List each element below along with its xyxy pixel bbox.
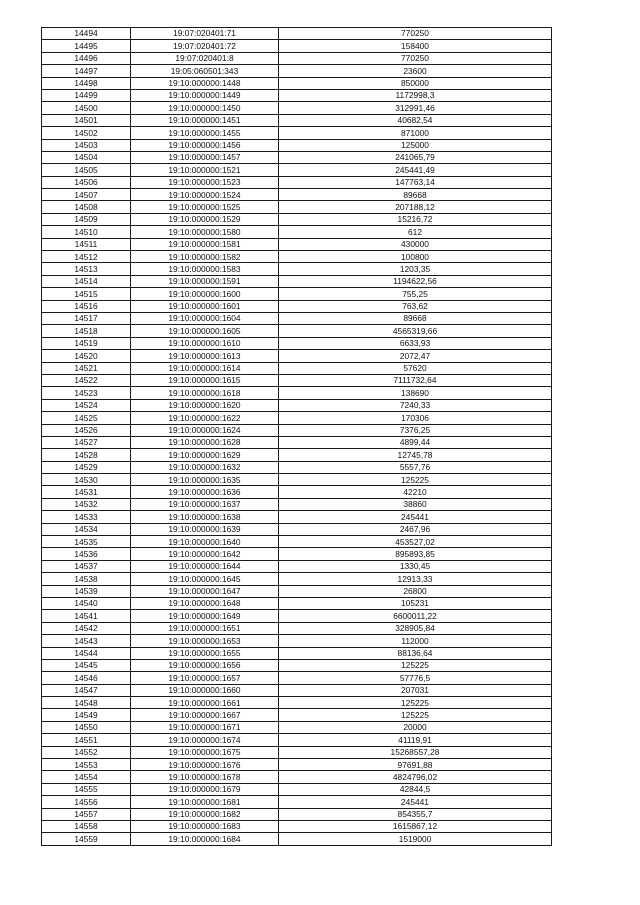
row-number-cell: 14507	[42, 189, 131, 201]
row-number-cell: 14555	[42, 783, 131, 795]
cadastral-number-cell: 19:10:000000:1529	[131, 213, 279, 225]
row-number-cell: 14531	[42, 486, 131, 498]
table-row	[42, 77, 552, 89]
cadastral-number-cell: 19:10:000000:1591	[131, 275, 279, 287]
value-cell: 770250	[279, 28, 552, 40]
cadastral-number-cell: 19:10:000000:1647	[131, 585, 279, 597]
cadastral-number-cell: 19:10:000000:1645	[131, 573, 279, 585]
value-cell: 871000	[279, 127, 552, 139]
row-number-cell: 14550	[42, 721, 131, 733]
cadastral-number-cell: 19:10:000000:1582	[131, 251, 279, 263]
row-number-cell: 14506	[42, 176, 131, 188]
value-cell: 125000	[279, 139, 552, 151]
data-table	[41, 27, 552, 846]
table-body	[42, 28, 552, 846]
row-number-cell: 14495	[42, 40, 131, 52]
value-cell: 57776,5	[279, 672, 552, 684]
row-number-cell: 14547	[42, 684, 131, 696]
table-row	[42, 412, 552, 424]
cadastral-number-cell: 19:10:000000:1618	[131, 387, 279, 399]
table-row	[42, 275, 552, 287]
row-number-cell: 14558	[42, 821, 131, 833]
cadastral-number-cell: 19:10:000000:1451	[131, 114, 279, 126]
table-row	[42, 523, 552, 535]
table-row	[42, 659, 552, 671]
document-page	[41, 27, 551, 846]
table-row	[42, 486, 552, 498]
table-row	[42, 350, 552, 362]
value-cell: 23600	[279, 65, 552, 77]
cadastral-number-cell: 19:10:000000:1581	[131, 238, 279, 250]
cadastral-number-cell: 19:10:000000:1678	[131, 771, 279, 783]
cadastral-number-cell: 19:10:000000:1635	[131, 474, 279, 486]
cadastral-number-cell: 19:10:000000:1642	[131, 548, 279, 560]
value-cell: 42844,5	[279, 783, 552, 795]
row-number-cell: 14537	[42, 560, 131, 572]
cadastral-number-cell: 19:10:000000:1521	[131, 164, 279, 176]
table-row	[42, 337, 552, 349]
value-cell: 12745,78	[279, 449, 552, 461]
value-cell: 89668	[279, 189, 552, 201]
table-row	[42, 548, 552, 560]
table-row	[42, 647, 552, 659]
cadastral-number-cell: 19:10:000000:1639	[131, 523, 279, 535]
table-row	[42, 783, 552, 795]
table-row	[42, 585, 552, 597]
table-row	[42, 387, 552, 399]
row-number-cell: 14511	[42, 238, 131, 250]
value-cell: 125225	[279, 474, 552, 486]
row-number-cell: 14543	[42, 635, 131, 647]
row-number-cell: 14556	[42, 796, 131, 808]
cadastral-number-cell: 19:10:000000:1628	[131, 436, 279, 448]
table-row	[42, 560, 552, 572]
cadastral-number-cell: 19:10:000000:1622	[131, 412, 279, 424]
cadastral-number-cell: 19:10:000000:1457	[131, 151, 279, 163]
cadastral-number-cell: 19:10:000000:1636	[131, 486, 279, 498]
cadastral-number-cell: 19:10:000000:1683	[131, 821, 279, 833]
cadastral-number-cell: 19:10:000000:1615	[131, 374, 279, 386]
value-cell: 4899,44	[279, 436, 552, 448]
value-cell: 854355,7	[279, 808, 552, 820]
value-cell: 2072,47	[279, 350, 552, 362]
value-cell: 7240,33	[279, 399, 552, 411]
table-row	[42, 263, 552, 275]
table-row	[42, 436, 552, 448]
row-number-cell: 14494	[42, 28, 131, 40]
row-number-cell: 14529	[42, 461, 131, 473]
value-cell: 2467,96	[279, 523, 552, 535]
value-cell: 328905,84	[279, 622, 552, 634]
row-number-cell: 14536	[42, 548, 131, 560]
row-number-cell: 14549	[42, 709, 131, 721]
row-number-cell: 14527	[42, 436, 131, 448]
value-cell: 245441	[279, 511, 552, 523]
table-row	[42, 374, 552, 386]
table-row	[42, 833, 552, 845]
table-row	[42, 213, 552, 225]
row-number-cell: 14548	[42, 697, 131, 709]
cadastral-number-cell: 19:10:000000:1632	[131, 461, 279, 473]
value-cell: 763,62	[279, 300, 552, 312]
cadastral-number-cell: 19:07:020401:71	[131, 28, 279, 40]
value-cell: 158400	[279, 40, 552, 52]
table-row	[42, 226, 552, 238]
cadastral-number-cell: 19:10:000000:1448	[131, 77, 279, 89]
row-number-cell: 14512	[42, 251, 131, 263]
cadastral-number-cell: 19:10:000000:1684	[131, 833, 279, 845]
row-number-cell: 14519	[42, 337, 131, 349]
cadastral-number-cell: 19:10:000000:1676	[131, 759, 279, 771]
value-cell: 105231	[279, 597, 552, 609]
cadastral-number-cell: 19:10:000000:1638	[131, 511, 279, 523]
value-cell: 88136,64	[279, 647, 552, 659]
value-cell: 207188,12	[279, 201, 552, 213]
value-cell: 1203,35	[279, 263, 552, 275]
row-number-cell: 14530	[42, 474, 131, 486]
cadastral-number-cell: 19:10:000000:1656	[131, 659, 279, 671]
value-cell: 112000	[279, 635, 552, 647]
table-row	[42, 697, 552, 709]
cadastral-number-cell: 19:10:000000:1667	[131, 709, 279, 721]
cadastral-number-cell: 19:10:000000:1624	[131, 424, 279, 436]
value-cell: 1330,45	[279, 560, 552, 572]
table-row	[42, 238, 552, 250]
table-row	[42, 610, 552, 622]
value-cell: 12913,33	[279, 573, 552, 585]
row-number-cell: 14540	[42, 597, 131, 609]
table-row	[42, 461, 552, 473]
table-row	[42, 114, 552, 126]
value-cell: 6600011,22	[279, 610, 552, 622]
value-cell: 1519000	[279, 833, 552, 845]
cadastral-number-cell: 19:10:000000:1604	[131, 312, 279, 324]
value-cell: 1194622,56	[279, 275, 552, 287]
value-cell: 20000	[279, 721, 552, 733]
row-number-cell: 14510	[42, 226, 131, 238]
row-number-cell: 14559	[42, 833, 131, 845]
cadastral-number-cell: 19:10:000000:1655	[131, 647, 279, 659]
row-number-cell: 14513	[42, 263, 131, 275]
table-row	[42, 362, 552, 374]
table-row	[42, 474, 552, 486]
row-number-cell: 14515	[42, 288, 131, 300]
table-row	[42, 808, 552, 820]
cadastral-number-cell: 19:10:000000:1456	[131, 139, 279, 151]
row-number-cell: 14532	[42, 498, 131, 510]
row-number-cell: 14520	[42, 350, 131, 362]
cadastral-number-cell: 19:10:000000:1583	[131, 263, 279, 275]
table-row	[42, 164, 552, 176]
row-number-cell: 14523	[42, 387, 131, 399]
table-row	[42, 771, 552, 783]
cadastral-number-cell: 19:10:000000:1649	[131, 610, 279, 622]
value-cell: 245441	[279, 796, 552, 808]
value-cell: 41119,91	[279, 734, 552, 746]
row-number-cell: 14544	[42, 647, 131, 659]
table-row	[42, 28, 552, 40]
row-number-cell: 14526	[42, 424, 131, 436]
value-cell: 895893,85	[279, 548, 552, 560]
table-row	[42, 721, 552, 733]
table-row	[42, 759, 552, 771]
cadastral-number-cell: 19:10:000000:1679	[131, 783, 279, 795]
table-row	[42, 89, 552, 101]
value-cell: 15216,72	[279, 213, 552, 225]
row-number-cell: 14545	[42, 659, 131, 671]
row-number-cell: 14524	[42, 399, 131, 411]
value-cell: 125225	[279, 709, 552, 721]
cadastral-number-cell: 19:10:000000:1605	[131, 325, 279, 337]
cadastral-number-cell: 19:10:000000:1661	[131, 697, 279, 709]
table-row	[42, 201, 552, 213]
row-number-cell: 14552	[42, 746, 131, 758]
cadastral-number-cell: 19:10:000000:1675	[131, 746, 279, 758]
cadastral-number-cell: 19:10:000000:1613	[131, 350, 279, 362]
cadastral-number-cell: 19:10:000000:1657	[131, 672, 279, 684]
value-cell: 97691,88	[279, 759, 552, 771]
row-number-cell: 14509	[42, 213, 131, 225]
cadastral-number-cell: 19:10:000000:1644	[131, 560, 279, 572]
table-row	[42, 746, 552, 758]
value-cell: 4565319,66	[279, 325, 552, 337]
value-cell: 1615867,12	[279, 821, 552, 833]
table-row	[42, 52, 552, 64]
table-row	[42, 597, 552, 609]
table-row	[42, 709, 552, 721]
row-number-cell: 14516	[42, 300, 131, 312]
row-number-cell: 14528	[42, 449, 131, 461]
row-number-cell: 14551	[42, 734, 131, 746]
value-cell: 15268557,28	[279, 746, 552, 758]
value-cell: 7376,25	[279, 424, 552, 436]
row-number-cell: 14554	[42, 771, 131, 783]
value-cell: 57620	[279, 362, 552, 374]
row-number-cell: 14496	[42, 52, 131, 64]
value-cell: 40682,54	[279, 114, 552, 126]
value-cell: 207031	[279, 684, 552, 696]
value-cell: 453527,02	[279, 536, 552, 548]
value-cell: 125225	[279, 697, 552, 709]
row-number-cell: 14541	[42, 610, 131, 622]
row-number-cell: 14503	[42, 139, 131, 151]
cadastral-number-cell: 19:10:000000:1455	[131, 127, 279, 139]
table-row	[42, 176, 552, 188]
table-row	[42, 424, 552, 436]
value-cell: 138690	[279, 387, 552, 399]
value-cell: 147763,14	[279, 176, 552, 188]
table-row	[42, 139, 552, 151]
table-row	[42, 65, 552, 77]
cadastral-number-cell: 19:10:000000:1525	[131, 201, 279, 213]
value-cell: 100800	[279, 251, 552, 263]
cadastral-number-cell: 19:10:000000:1610	[131, 337, 279, 349]
value-cell: 7111732,64	[279, 374, 552, 386]
table-row	[42, 498, 552, 510]
row-number-cell: 14546	[42, 672, 131, 684]
value-cell: 430000	[279, 238, 552, 250]
cadastral-number-cell: 19:10:000000:1671	[131, 721, 279, 733]
table-row	[42, 573, 552, 585]
row-number-cell: 14498	[42, 77, 131, 89]
cadastral-number-cell: 19:10:000000:1660	[131, 684, 279, 696]
table-row	[42, 189, 552, 201]
table-row	[42, 151, 552, 163]
table-row	[42, 312, 552, 324]
row-number-cell: 14539	[42, 585, 131, 597]
row-number-cell: 14508	[42, 201, 131, 213]
value-cell: 125225	[279, 659, 552, 671]
row-number-cell: 14557	[42, 808, 131, 820]
value-cell: 241065,79	[279, 151, 552, 163]
row-number-cell: 14534	[42, 523, 131, 535]
value-cell: 612	[279, 226, 552, 238]
cadastral-number-cell: 19:10:000000:1640	[131, 536, 279, 548]
value-cell: 26800	[279, 585, 552, 597]
cadastral-number-cell: 19:10:000000:1637	[131, 498, 279, 510]
cadastral-number-cell: 19:05:060501:343	[131, 65, 279, 77]
row-number-cell: 14522	[42, 374, 131, 386]
value-cell: 755,25	[279, 288, 552, 300]
row-number-cell: 14501	[42, 114, 131, 126]
row-number-cell: 14535	[42, 536, 131, 548]
cadastral-number-cell: 19:10:000000:1653	[131, 635, 279, 647]
row-number-cell: 14533	[42, 511, 131, 523]
table-row	[42, 622, 552, 634]
table-row	[42, 511, 552, 523]
table-row	[42, 288, 552, 300]
row-number-cell: 14518	[42, 325, 131, 337]
table-row	[42, 127, 552, 139]
cadastral-number-cell: 19:10:000000:1524	[131, 189, 279, 201]
cadastral-number-cell: 19:10:000000:1674	[131, 734, 279, 746]
table-row	[42, 399, 552, 411]
value-cell: 4824796,02	[279, 771, 552, 783]
cadastral-number-cell: 19:10:000000:1681	[131, 796, 279, 808]
value-cell: 245441,49	[279, 164, 552, 176]
row-number-cell: 14500	[42, 102, 131, 114]
cadastral-number-cell: 19:10:000000:1523	[131, 176, 279, 188]
row-number-cell: 14514	[42, 275, 131, 287]
value-cell: 89668	[279, 312, 552, 324]
value-cell: 850000	[279, 77, 552, 89]
row-number-cell: 14497	[42, 65, 131, 77]
table-row	[42, 672, 552, 684]
row-number-cell: 14553	[42, 759, 131, 771]
table-row	[42, 102, 552, 114]
cadastral-number-cell: 19:10:000000:1601	[131, 300, 279, 312]
cadastral-number-cell: 19:10:000000:1682	[131, 808, 279, 820]
cadastral-number-cell: 19:10:000000:1580	[131, 226, 279, 238]
row-number-cell: 14502	[42, 127, 131, 139]
table-row	[42, 536, 552, 548]
table-row	[42, 734, 552, 746]
value-cell: 42210	[279, 486, 552, 498]
row-number-cell: 14521	[42, 362, 131, 374]
table-row	[42, 821, 552, 833]
row-number-cell: 14542	[42, 622, 131, 634]
row-number-cell: 14517	[42, 312, 131, 324]
row-number-cell: 14499	[42, 89, 131, 101]
cadastral-number-cell: 19:10:000000:1449	[131, 89, 279, 101]
cadastral-number-cell: 19:10:000000:1600	[131, 288, 279, 300]
row-number-cell: 14525	[42, 412, 131, 424]
cadastral-number-cell: 19:10:000000:1629	[131, 449, 279, 461]
cadastral-number-cell: 19:10:000000:1651	[131, 622, 279, 634]
table-row	[42, 635, 552, 647]
table-row	[42, 684, 552, 696]
value-cell: 1172998,3	[279, 89, 552, 101]
cadastral-number-cell: 19:07:020401:72	[131, 40, 279, 52]
table-row	[42, 796, 552, 808]
cadastral-number-cell: 19:07:020401:8	[131, 52, 279, 64]
cadastral-number-cell: 19:10:000000:1614	[131, 362, 279, 374]
value-cell: 770250	[279, 52, 552, 64]
value-cell: 5557,76	[279, 461, 552, 473]
table-row	[42, 40, 552, 52]
cadastral-number-cell: 19:10:000000:1648	[131, 597, 279, 609]
row-number-cell: 14505	[42, 164, 131, 176]
row-number-cell: 14504	[42, 151, 131, 163]
table-row	[42, 449, 552, 461]
row-number-cell: 14538	[42, 573, 131, 585]
table-row	[42, 251, 552, 263]
value-cell: 312991,46	[279, 102, 552, 114]
value-cell: 6633,93	[279, 337, 552, 349]
table-row	[42, 300, 552, 312]
value-cell: 170306	[279, 412, 552, 424]
cadastral-number-cell: 19:10:000000:1450	[131, 102, 279, 114]
cadastral-number-cell: 19:10:000000:1620	[131, 399, 279, 411]
table-row	[42, 325, 552, 337]
value-cell: 38860	[279, 498, 552, 510]
